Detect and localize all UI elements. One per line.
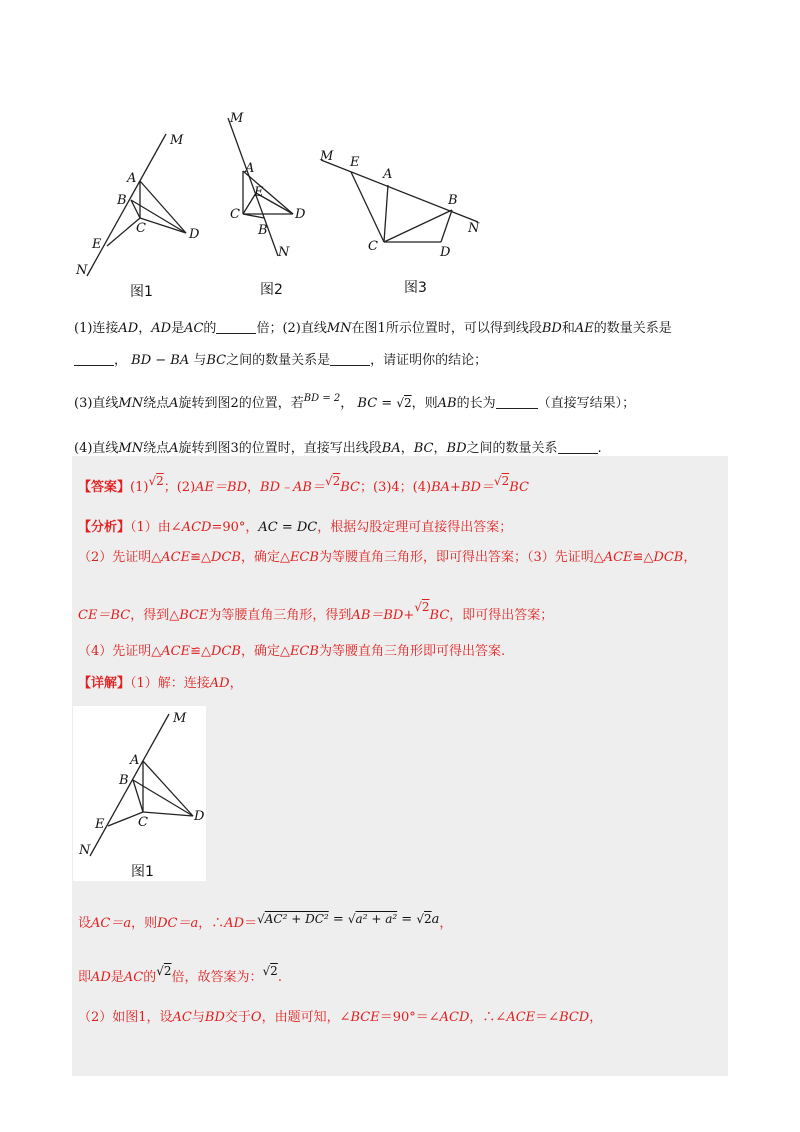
answer-line [78,474,529,495]
answer-text: (1) [130,480,149,495]
answer-blank [558,441,598,454]
q2-expr: BD − BA [131,353,190,368]
fig3-label-E: E [350,155,360,170]
analysis-text: 为等腰直角三角形，得到 [208,608,352,623]
detail-fig1-label-N: N [79,843,91,858]
detail-text: = [397,912,417,927]
analysis-var: ACE [603,550,633,565]
answer-blank [330,353,370,366]
sqrt-symbol: √2 [396,396,412,410]
q3-text: 的长为 [456,396,496,411]
detail-expr: DC＝a [157,916,199,931]
q1-text: 是 [171,321,185,336]
sqrt-radicand: 2 [421,600,430,614]
answer-expr: AE＝BD [195,480,248,495]
detail-figure-1-diagram [73,706,206,881]
fig3-label-M: M [320,149,334,164]
sqrt-radicand: 2 [332,474,341,488]
detail-text: ＝∠ [535,1010,560,1025]
sqrt-symbol: √2 [416,912,432,926]
fig3-label-B: B [448,193,458,208]
analysis-line-4 [78,640,505,659]
sqrt-radicand: a² + a² [355,912,398,926]
question-3 [74,392,726,413]
detail-text: ，∴∠ [469,1010,507,1025]
analysis-text: ，得到△ [130,608,180,623]
answer-expr: BA+BD＝ [431,480,494,495]
figure-2-diagram [218,106,318,306]
detail-text: ＝ [244,916,258,931]
fig2-label-M: M [230,111,244,126]
detail-var: AD [209,676,230,691]
detail-fig1-label-B: B [119,773,129,788]
analysis-text: ， [683,550,697,565]
q4-var: A [169,441,179,456]
q1-var: AE [574,321,594,336]
detail-text: ，则 [131,916,158,931]
fig1-label-B: B [117,193,127,208]
detail-fig1-label-E: E [95,817,105,832]
analysis-text: （1）由∠ [130,520,182,535]
sqrt-symbol: √a² + a² [347,912,398,926]
figure-2 [218,106,318,306]
figure-3-diagram [316,140,496,300]
analysis-var: ACE [161,550,191,565]
answer-blank [216,321,256,334]
q3-var: AB [437,396,457,411]
analysis-text: ，确定△ [240,644,290,659]
q3-text: （直接写结果）； [537,396,636,411]
fig2-label-B: B [258,223,268,238]
q3-text: 绕点 [143,396,170,411]
detail-text: ＝90°＝∠ [379,1010,440,1025]
sqrt-symbol: √2 [262,964,278,978]
analysis-text: 为等腰直角三角形，即可得出答案；（3）先证明△ [318,550,604,565]
detail-text: ，∴ [198,916,225,931]
fig3-caption: 图3 [404,280,427,296]
q3-var: MN [118,396,144,411]
fig3-label-D: D [440,245,451,260]
detail-var: BD [204,1010,225,1025]
detail-var: ACD [439,1010,470,1025]
sqrt-radicand: 2 [163,964,172,978]
detail-text: （2）如图1，设 [78,1010,173,1025]
detail-text: 交于 [224,1010,251,1025]
detail-var: AC [172,1010,192,1025]
q1-text: 的数量关系是 [593,321,672,336]
sqrt-radicand: 2 [270,964,278,978]
analysis-text: ≌△ [190,644,211,659]
fig2-label-A: A [245,161,255,176]
figure-3 [316,140,496,300]
figure-1 [70,128,220,308]
analysis-expr: AC = DC [258,520,318,535]
detail-text: ， [229,676,243,691]
detail-step-3 [78,1006,602,1025]
analysis-text: ，根据勾股定理可直接得出答案； [317,520,513,535]
fig3-label-C: C [368,239,378,254]
q2-text: 与 [193,353,207,368]
answer-expr: BC [340,480,360,495]
sqrt-radicand: 2 [501,474,510,488]
analysis-text: （2）先证明△ [78,550,162,565]
detail-fig1-label-M: M [173,711,187,726]
q4-text: ， [400,441,414,456]
answer-text: ；(3)4；(4) [360,480,432,495]
q1-text: 倍；(2)直线 [256,321,327,336]
fig2-label-N: N [278,245,290,260]
detail-line-1 [78,672,243,691]
detail-text: 是 [110,970,124,985]
q2-var: BC [206,353,227,368]
q1-text: ， [138,321,152,336]
q3-expr: BC = [357,396,397,411]
fig1-label-C: C [136,221,146,236]
detail-expr: AC＝a [91,916,132,931]
detail-var: ACE [506,1010,536,1025]
fig1-label-E: E [92,237,102,252]
detail-fig1-label-A: A [130,753,140,768]
analysis-line-2 [78,546,696,565]
answer-blank [74,353,114,366]
detail-text: ，由题可知，∠ [261,1010,351,1025]
detail-var: O [250,1010,262,1025]
q3-text: ，则 [411,396,438,411]
fig1-label-N: N [76,263,88,278]
analysis-tag: 【分析】 [78,520,131,535]
fig2-label-C: C [230,207,240,222]
q1-var: MN [326,321,352,336]
detail-step-2 [78,964,282,985]
detail-tag: 【详解】 [78,676,131,691]
sqrt-radicand: AC² + DC² [264,912,329,926]
fig1-label-D: D [189,227,200,242]
answer-tag: 【答案】 [78,480,131,495]
analysis-text: ≌△ [632,550,654,565]
q1-var: AD [118,321,139,336]
answer-text: ；(2) [163,480,196,495]
detail-figure-1 [73,706,206,881]
q1-var: AD [151,321,172,336]
q1-text: (1)连接 [74,321,119,336]
detail-text: ， [589,1010,603,1025]
detail-fig1-caption: 图1 [131,864,154,880]
q4-text: . [597,441,602,456]
sqrt-symbol: √2 [324,474,341,488]
analysis-text: （4）先证明△ [78,644,162,659]
fig1-label-A: A [127,171,137,186]
q4-var: BA [381,441,401,456]
detail-var: AC [123,970,144,985]
analysis-var: DCB [211,550,241,565]
q4-var: MN [118,441,144,456]
sqrt-symbol: √AC² + DC² [257,912,329,926]
analysis-text: ，确定△ [240,550,290,565]
q1-text: 和 [561,321,575,336]
question-1 [74,320,726,338]
q3-var: A [169,396,179,411]
analysis-text: ，即可得出答案； [449,608,554,623]
sqrt-radicand: 2 [424,912,432,926]
detail-var: BCE [350,1010,380,1025]
q3-expr: BD = 2 [303,393,341,404]
detail-var: BCD [559,1010,590,1025]
fig3-label-A: A [383,167,393,182]
q4-text: 之间的数量关系 [466,441,558,456]
detail-var: AD [91,970,111,985]
sqrt-radicand: 2 [403,396,412,410]
q1-text: 的 [203,321,217,336]
analysis-var: ACD [181,520,212,535]
q4-var: BC [413,441,434,456]
fig2-label-E: E [254,185,264,200]
figure-1-diagram [70,128,220,308]
question-2 [74,352,726,370]
q2-text: ， [114,353,128,368]
q3-text: (3)直线 [74,396,119,411]
analysis-line-3 [78,600,553,623]
analysis-var: ACE [161,644,191,659]
analysis-text: =90°， [211,520,259,535]
q1-var: AC [184,321,204,336]
fig2-label-D: D [295,207,306,222]
analysis-text: 为等腰直角三角形即可得出答案. [318,644,506,659]
sqrt-symbol: √2 [148,474,164,488]
fig2-caption: 图2 [260,282,283,298]
fig3-label-N: N [468,221,480,236]
sqrt-symbol: √2 [493,474,510,488]
detail-step-1 [78,912,452,931]
detail-var: AD [224,916,245,931]
detail-text: 与 [191,1010,205,1025]
q1-var: BD [541,321,562,336]
detail-text: （1）解：连接 [130,676,210,691]
fig1-caption: 图1 [130,284,153,300]
detail-text: ， [439,916,453,931]
q4-text: 绕点 [143,441,170,456]
q4-var: BD [446,441,467,456]
detail-fig1-label-D: D [194,809,205,824]
q2-text: 之间的数量关系是 [226,353,331,368]
fig1-label-M: M [170,133,184,148]
answer-blank [496,396,538,409]
analysis-line-1 [78,516,512,535]
detail-text: 设 [78,916,92,931]
detail-text: 即 [78,970,92,985]
detail-fig1-label-C: C [138,815,148,830]
analysis-var: DCB [211,644,241,659]
analysis-var: BCE [179,608,209,623]
q2-text: ，请证明你的结论； [370,353,488,368]
analysis-text: ≌△ [190,550,211,565]
analysis-var: ECB [289,550,319,565]
analysis-expr: AB＝BD+ [351,608,415,623]
analysis-var: DCB [653,550,684,565]
analysis-var: BC [429,608,450,623]
detail-text: . [277,970,282,985]
detail-text: = [328,912,348,927]
sqrt-symbol: √2 [414,600,430,614]
analysis-expr: CE＝BC [78,608,131,623]
answer-expr: BD﹣AB＝ [260,480,325,495]
q3-text: 旋转到图2的位置，若 [178,396,304,411]
detail-text: 倍，故答案为： [171,970,263,985]
q1-text: 在图1所示位置时，可以得到线段 [351,321,542,336]
answer-text: ， [247,480,261,495]
answer-expr: BC [509,480,529,495]
detail-text: 的 [143,970,157,985]
q4-text: ， [433,441,447,456]
sqrt-symbol: √2 [156,964,172,978]
q4-text: 旋转到图3的位置时，直接写出线段 [178,441,382,456]
analysis-var: ECB [289,644,319,659]
detail-var: a [431,912,440,927]
sqrt-radicand: 2 [156,474,164,488]
q3-text: ， [340,396,354,411]
q4-text: (4)直线 [74,441,119,456]
